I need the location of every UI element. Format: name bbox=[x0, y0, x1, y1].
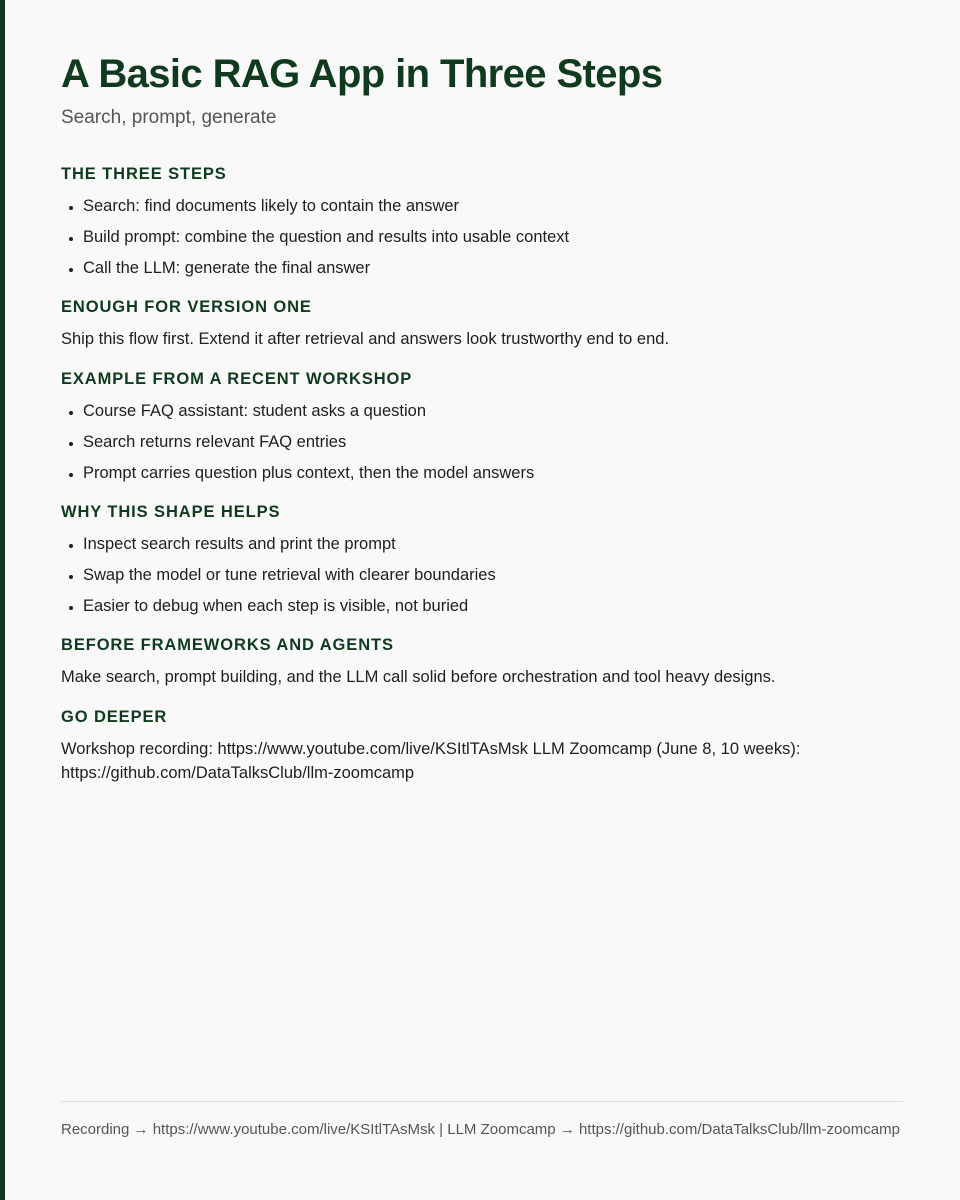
section-heading: WHY THIS SHAPE HELPS bbox=[61, 503, 281, 521]
list-item: • Call the LLM: generate the final answer bbox=[83, 258, 903, 279]
section-three-steps bbox=[61, 162, 903, 279]
section-heading: ENOUGH FOR VERSION ONE bbox=[61, 298, 312, 316]
list-item: • Prompt carries question plus context, then the model answers bbox=[83, 463, 903, 484]
list-item: • Search: find documents likely to contain the answer bbox=[83, 196, 903, 217]
section-body: Make search, prompt building, and the LLM call solid before orchestration and tool heavy designs. bbox=[61, 668, 776, 686]
section-heading: BEFORE FRAMEWORKS AND AGENTS bbox=[61, 636, 394, 654]
list-item: • Build prompt: combine the question and results into usable context bbox=[83, 227, 903, 248]
section-heading: THE THREE STEPS bbox=[61, 165, 227, 183]
list-item: • Inspect search results and print the prompt bbox=[83, 534, 903, 555]
section-version-one bbox=[61, 295, 903, 351]
page-subtitle: Search, prompt, generate bbox=[61, 107, 277, 128]
list-item: • Easier to debug when each step is visible, not buried bbox=[83, 596, 903, 617]
bullet-list bbox=[61, 401, 903, 484]
section-go-deeper bbox=[61, 705, 903, 785]
left-accent-bar bbox=[0, 0, 5, 1200]
section-body: Ship this flow first. Extend it after retrieval and answers look trustworthy end to end. bbox=[61, 330, 670, 348]
page-title: A Basic RAG App in Three Steps bbox=[61, 52, 663, 96]
section-before-frameworks bbox=[61, 633, 903, 689]
page-footer: Recording → https://www.youtube.com/live/KSItlTAsMsk | LLM Zoomcamp → https://github.com/DataTalksClub/llm-zoomcamp bbox=[61, 1101, 903, 1139]
list-item: • Course FAQ assistant: student asks a question bbox=[83, 401, 903, 422]
bullet-list bbox=[61, 534, 903, 617]
section-heading: EXAMPLE FROM A RECENT WORKSHOP bbox=[61, 370, 413, 388]
list-item: • Search returns relevant FAQ entries bbox=[83, 432, 903, 453]
document-page bbox=[61, 0, 903, 1200]
document-content bbox=[61, 162, 903, 801]
section-why-shape-helps bbox=[61, 500, 903, 617]
section-heading: GO DEEPER bbox=[61, 708, 168, 726]
bullet-list bbox=[61, 196, 903, 279]
section-body: Workshop recording: https://www.youtube.com/live/KSItlTAsMsk LLM Zoomcamp (June 8, 10 weeks): https://github.com/DataTalksClub/llm-zoomcamp bbox=[61, 740, 801, 782]
list-item: • Swap the model or tune retrieval with clearer boundaries bbox=[83, 565, 903, 586]
section-workshop-example bbox=[61, 367, 903, 484]
